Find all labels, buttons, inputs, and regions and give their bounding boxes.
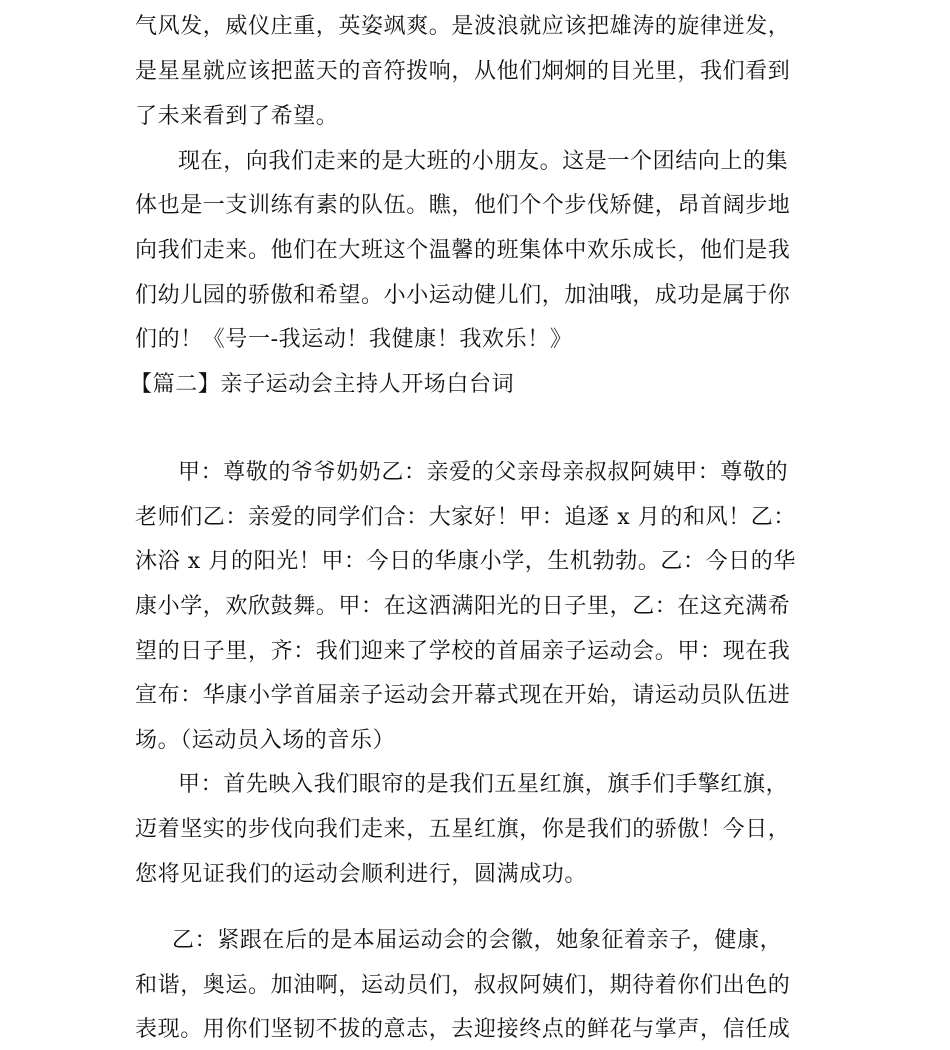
paragraph-line: 表现。用你们坚韧不拔的意志，去迎接终点的鲜花与掌声，信任成 [135,1017,791,1042]
paragraph-line: 康小学，欢欣鼓舞。甲：在这洒满阳光的日子里，乙：在这充满希 [135,594,791,619]
paragraph-line: 气风发，威仪庄重，英姿飒爽。是波浪就应该把雄涛的旋律迸发， [135,14,791,39]
paragraph-line: 是星星就应该把蓝天的音符拨响，从他们炯炯的目光里，我们看到 [135,59,791,84]
section-heading: 【篇二】亲子运动会主持人开场白台词 [130,372,515,397]
paragraph-line: 甲：尊敬的爷爷奶奶乙：亲爱的父亲母亲叔叔阿姨甲：尊敬的 [178,460,789,485]
paragraph-line: 体也是一支训练有素的队伍。瞧，他们个个步伐矫健，昂首阔步地 [135,193,791,218]
paragraph-line: 们幼儿园的骄傲和希望。小小运动健儿们，加油哦，成功是属于你 [135,283,791,308]
paragraph-line: 宣布：华康小学首届亲子运动会开幕式现在开始，请运动员队伍进 [135,683,791,708]
paragraph-line: 望的日子里，齐：我们迎来了学校的首届亲子运动会。甲：现在我 [135,639,791,664]
paragraph-line: 们的！《号一-我运动！我健康！我欢乐！》 [135,327,573,352]
paragraph-line: 和谐，奥运。加油啊，运动员们，叔叔阿姨们，期待着你们出色的 [135,973,791,998]
paragraph-line: 乙：紧跟在后的是本届运动会的会徽，她象征着亲子，健康， [172,928,783,953]
paragraph-line: 场。（运动员入场的音乐） [135,728,396,753]
paragraph-line: 甲：首先映入我们眼帘的是我们五星红旗，旗手们手擎红旗， [178,772,789,797]
paragraph-line: 了未来看到了希望。 [135,104,339,129]
paragraph-line: 向我们走来。他们在大班这个温馨的班集体中欢乐成长，他们是我 [135,238,791,263]
paragraph-line: 您将见证我们的运动会顺利进行，圆满成功。 [135,862,588,887]
paragraph-line: 迈着坚实的步伐向我们走来，五星红旗，你是我们的骄傲！今日， [135,817,791,842]
paragraph-line: 沐浴 x 月的阳光！甲：今日的华康小学，生机勃勃。乙：今日的华 [135,549,796,574]
paragraph-line: 现在，向我们走来的是大班的小朋友。这是一个团结向上的集 [178,149,789,174]
paragraph-line: 老师们乙：亲爱的同学们合：大家好！甲：追逐 x 月的和风！乙： [135,505,796,530]
